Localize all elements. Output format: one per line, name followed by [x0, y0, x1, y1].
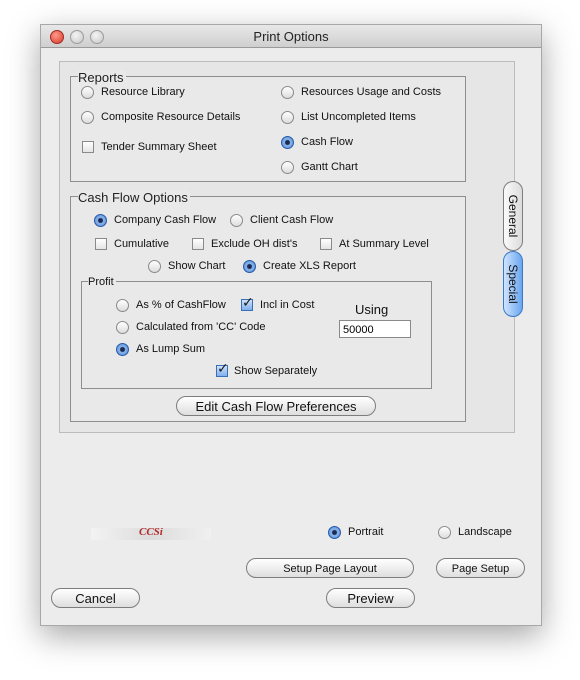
cash-flow-options-label: Cash Flow Options — [78, 190, 188, 205]
profit-pct-cashflow-label: As % of CashFlow — [136, 299, 226, 311]
summary-level-label: At Summary Level — [339, 238, 429, 250]
report-composite-resource-details-radio[interactable] — [81, 111, 94, 124]
report-resources-usage-label: Resources Usage and Costs — [301, 86, 442, 98]
landscape-radio[interactable] — [438, 526, 451, 539]
exclude-oh-checkbox[interactable] — [192, 238, 204, 250]
tab-general[interactable] — [503, 181, 523, 251]
profit-calculated-radio[interactable] — [116, 321, 129, 334]
report-list-uncompleted-label: List Uncompleted Items — [301, 111, 416, 123]
report-cash-flow-radio[interactable] — [281, 136, 294, 149]
special-tab-panel — [59, 61, 515, 433]
show-chart-radio[interactable] — [148, 260, 161, 273]
report-resource-library-label: Resource Library — [101, 86, 185, 98]
create-xls-label: Create XLS Report — [263, 260, 356, 272]
report-tender-summary-label: Tender Summary Sheet — [101, 141, 217, 153]
profit-group — [81, 276, 432, 389]
profit-lump-sum-radio[interactable] — [116, 343, 129, 356]
exclude-oh-label: Exclude OH dist's — [211, 238, 298, 250]
report-composite-resource-details-label: Composite Resource Details — [101, 111, 241, 123]
profit-lump-sum-label: As Lump Sum — [136, 343, 206, 355]
reports-group-label: Reports — [78, 70, 124, 85]
ccsi-logo-text: CCSi — [139, 528, 163, 538]
using-label: Using — [355, 302, 389, 317]
tab-special[interactable] — [503, 251, 523, 317]
landscape-label: Landscape — [458, 526, 512, 538]
show-chart-label: Show Chart — [168, 260, 226, 272]
profit-group-label: Profit — [88, 276, 114, 288]
ccsi-logo — [91, 528, 211, 540]
report-resource-library-radio[interactable] — [81, 86, 94, 99]
cash-flow-options-group — [70, 190, 466, 422]
show-separately-label: Show Separately — [234, 365, 318, 377]
cumulative-checkbox[interactable] — [95, 238, 107, 250]
report-list-uncompleted-radio[interactable] — [281, 111, 294, 124]
report-tender-summary-checkbox[interactable] — [82, 141, 94, 153]
print-options-window — [40, 24, 542, 626]
portrait-radio[interactable] — [328, 526, 341, 539]
reports-group — [70, 70, 466, 182]
using-value-input[interactable]: 50000 — [339, 320, 411, 338]
company-cash-flow-label: Company Cash Flow — [114, 214, 217, 226]
edit-cash-flow-preferences-button[interactable]: Edit Cash Flow Preferences — [176, 396, 376, 416]
portrait-label: Portrait — [348, 526, 384, 538]
incl-in-cost-label: Incl in Cost — [260, 299, 315, 311]
report-cash-flow-label: Cash Flow — [301, 136, 353, 148]
preview-button[interactable]: Preview — [326, 588, 415, 608]
cumulative-label: Cumulative — [114, 238, 170, 250]
window-title: Print Options — [253, 29, 329, 44]
tab-special-label: Special — [506, 264, 520, 304]
profit-calculated-label: Calculated from 'CC' Code — [136, 321, 266, 333]
company-cash-flow-radio[interactable] — [94, 214, 107, 227]
create-xls-radio[interactable] — [243, 260, 256, 273]
incl-in-cost-checkbox[interactable] — [241, 299, 253, 311]
tab-general-label: General — [506, 194, 520, 238]
cancel-button[interactable]: Cancel — [51, 588, 140, 608]
report-gantt-chart-label: Gantt Chart — [301, 161, 358, 173]
report-gantt-chart-radio[interactable] — [281, 161, 294, 174]
setup-page-layout-button[interactable]: Setup Page Layout — [246, 558, 414, 578]
summary-level-checkbox[interactable] — [320, 238, 332, 250]
show-separately-checkbox[interactable] — [216, 365, 228, 377]
profit-pct-cashflow-radio[interactable] — [116, 299, 129, 312]
report-resources-usage-radio[interactable] — [281, 86, 294, 99]
page-setup-button[interactable]: Page Setup — [436, 558, 525, 578]
title-bar — [41, 25, 541, 48]
client-cash-flow-radio[interactable] — [230, 214, 243, 227]
client-cash-flow-label: Client Cash Flow — [250, 214, 334, 226]
